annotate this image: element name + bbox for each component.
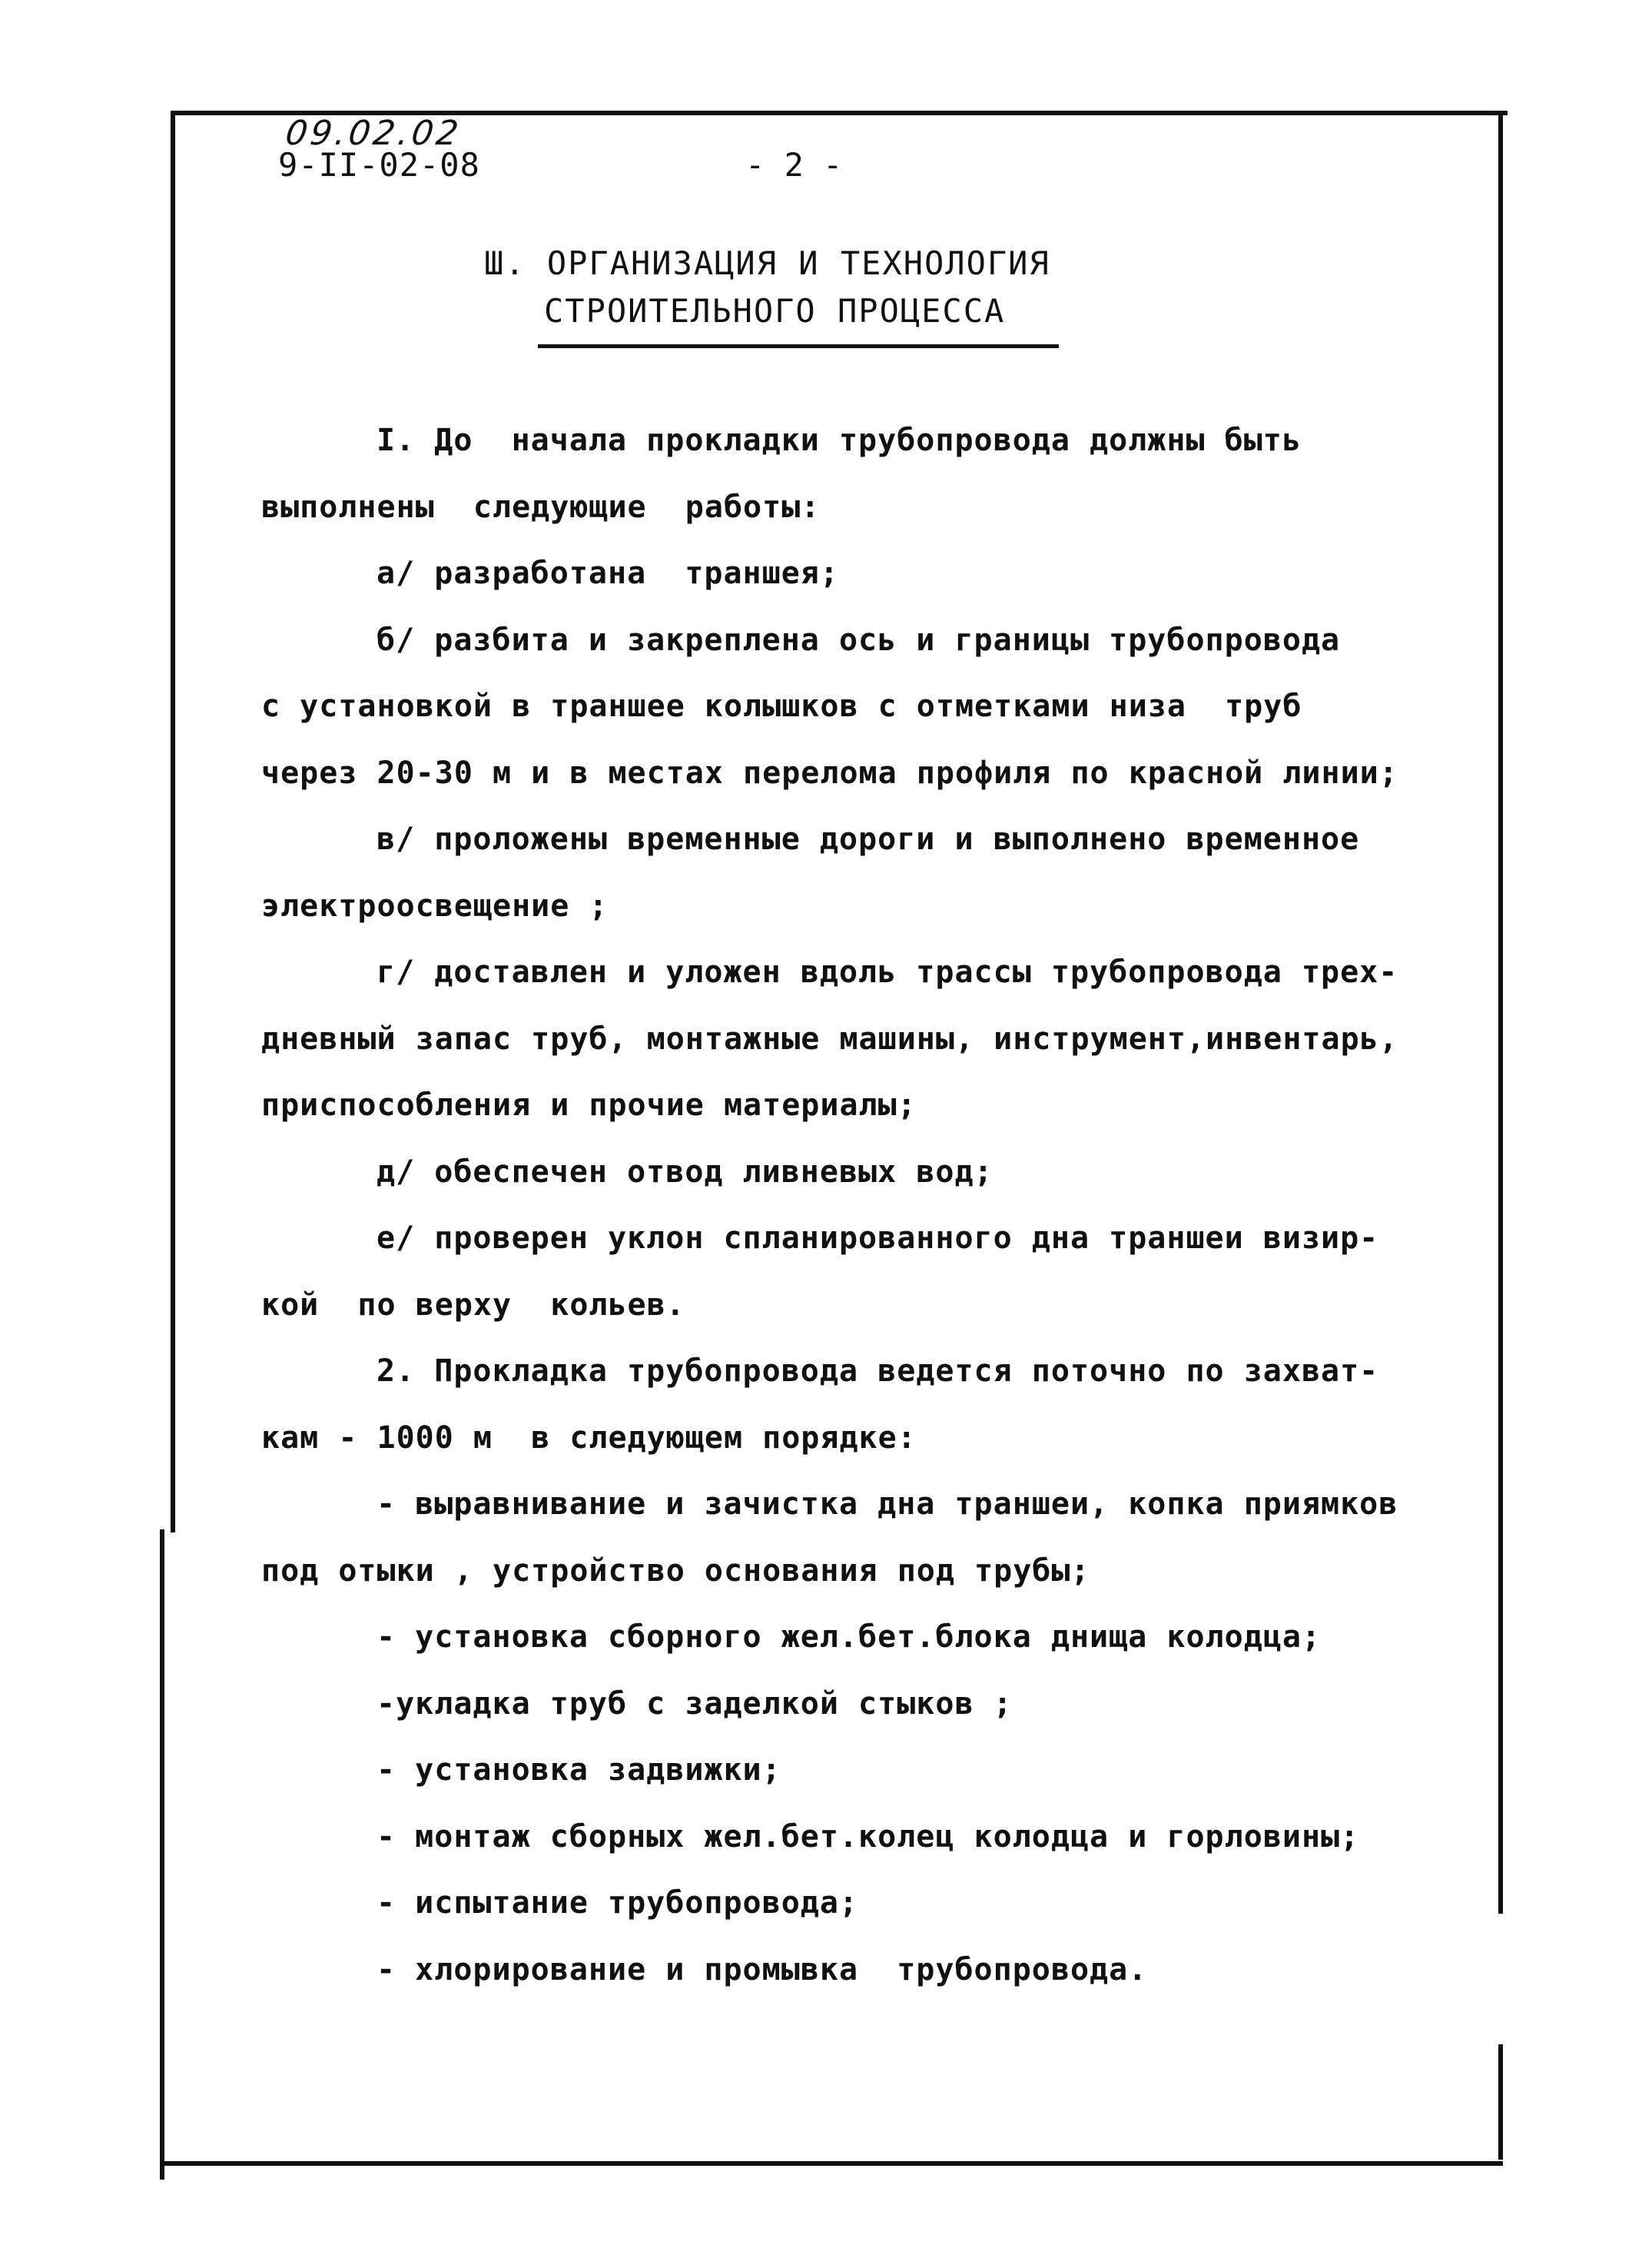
text-line: е/ проверен уклон спланированного дна траншеи визир- xyxy=(377,1220,1379,1256)
text-line: электроосвещение ; xyxy=(261,888,609,924)
frame-right-border xyxy=(1498,115,1503,1914)
text-line: - испытание трубопровода; xyxy=(377,1885,859,1921)
text-line: д/ обеспечен отвод ливневых вод; xyxy=(377,1154,994,1190)
title-underline xyxy=(538,344,1059,348)
text-line: - монтаж сборных жел.бет.колец колодца и горловины; xyxy=(377,1818,1360,1855)
body-text xyxy=(261,407,1475,2003)
frame-right-border-lower xyxy=(1498,2044,1503,2160)
section-title xyxy=(484,240,1050,335)
text-line: - установка задвижки; xyxy=(377,1752,781,1788)
text-line: - установка сборного жел.бет.блока днища колодца; xyxy=(377,1619,1322,1655)
text-line: б/ разбита и закреплена ось и границы трубопровода xyxy=(377,622,1341,658)
frame-bottom-border xyxy=(160,2161,1503,2166)
page-number: - 2 - xyxy=(745,146,843,184)
text-line: - хлорирование и промывка трубопровода. xyxy=(377,1951,1148,1987)
text-line: приспособления и прочие материалы; xyxy=(261,1087,917,1123)
text-line: I. До начала прокладки трубопровода должны быть xyxy=(377,423,1302,458)
section-title-line-2: СТРОИТЕЛЬНОГО ПРОЦЕССА xyxy=(544,292,1006,330)
section-title-line-1: Ш. ОРГАНИЗАЦИЯ И ТЕХНОЛОГИЯ xyxy=(484,244,1050,282)
handwritten-code: 09.02.02 xyxy=(283,114,464,153)
text-line: выполнены следующие работы: xyxy=(261,489,821,525)
text-line: 2. Прокладка трубопровода ведется поточно по захват- xyxy=(377,1353,1379,1389)
text-line: кам - 1000 м в следующем порядке: xyxy=(261,1420,917,1456)
document-code: 9-II-02-08 xyxy=(278,146,480,184)
text-line: а/ разработана траншея; xyxy=(377,556,839,591)
text-line: дневный запас труб, монтажные машины, инструмент,инвентарь, xyxy=(261,1021,1398,1057)
text-line: г/ доставлен и уложен вдоль трассы трубопровода трех- xyxy=(377,955,1398,990)
text-line: через 20-30 м и в местах перелома профиля по красной линии; xyxy=(261,755,1398,791)
frame-left-border xyxy=(171,111,175,1532)
text-line: - выравнивание и зачистка дна траншеи, копка приямков xyxy=(377,1486,1398,1522)
text-line: под отыки , устройство основания под трубы; xyxy=(261,1552,1090,1589)
text-line: в/ проложены временные дороги и выполнено временное xyxy=(377,822,1360,857)
text-line: с установкой в траншее колышков с отметками низа труб xyxy=(261,689,1302,724)
frame-left-border-lower xyxy=(160,1529,164,2180)
text-line: кой по верху кольев. xyxy=(261,1287,685,1323)
text-line: -укладка труб с заделкой стыков ; xyxy=(377,1685,1013,1722)
